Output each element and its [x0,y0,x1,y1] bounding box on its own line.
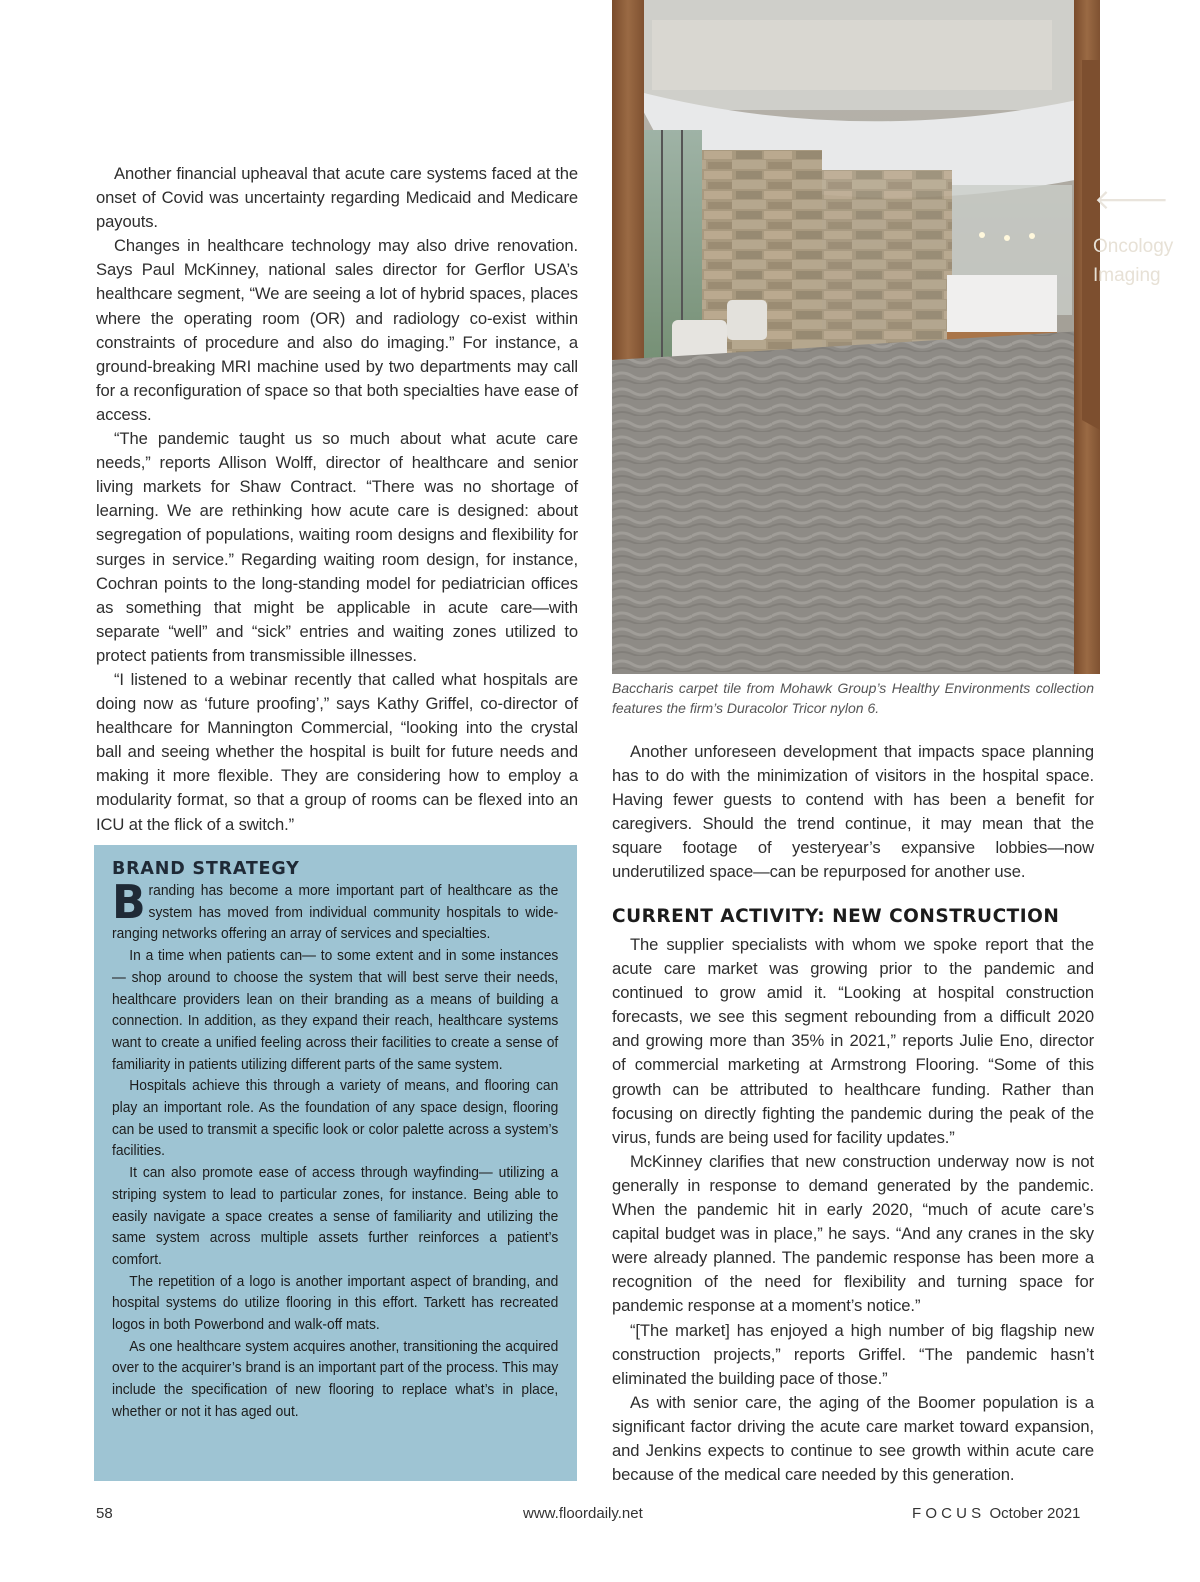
page-number: 58 [96,1505,113,1522]
photo-caption: Baccharis carpet tile from Mohawk Group’s Healthy Environments collection features the firm’s Duracolor Tricor nylon 6. [612,680,1094,716]
left-arrow-icon: 🡐 [1094,183,1170,216]
sidebar-paragraph: Hospitals achieve this through a variety of means, and flooring can play an important role. As the foundation of any space design, flooring can be used to transmit a specific look or color palette across a system’s facilities. [112,1078,559,1160]
drop-cap: B [112,875,146,929]
sign-label-imaging: Imaging [1093,265,1161,286]
body-paragraph: “I listened to a webinar recently that called what hospitals are doing now as ‘future proofing’,” says Kathy Griffel, co-director of healthcare for Mannington Commercial, “looking into the crystal ball and seeing whether the hospital is built for future needs and making it more flexible. They are considering how to employ a modularity format, so that a group of rooms can be flexed into an ICU at the flick of a switch.” [96,669,578,834]
brand-strategy-sidebar [94,845,577,1481]
body-paragraph: “The pandemic taught us so much about what acute care needs,” reports Allison Wolff, director of healthcare and senior living markets for Shaw Contract. “There was no shortage of learning. We are rethinking how acute care is designed: about segregation of populations, waiting room designs and flexibility for surges in service.” Regarding waiting room design, for instance, Cochran points to the long-standing model for pediatrician offices as something that might be applicable in acute care—with separate “well” and “sick” entries and waiting zones utilized to protect patients from transmissible illnesses. [96,429,578,665]
sidebar-paragraph: It can also promote ease of access through wayfinding— utilizing a striping system to lead to particular zones, for instance. Being able to easily navigate a space creates a sense of familiarity and utilizing the same system across multiple assets further reinforces a patient’s comfort. [112,1165,559,1268]
body-paragraph: Another unforeseen development that impacts space planning has to do with the minimization of visitors in the hospital space. Having fewer guests to contend with has been a benefit for caregivers. Should the trend continue, it may mean that the square footage of yesteryear’s expansive lobbies—now underutilized space—can be repurposed for another use. [612,742,1094,882]
body-paragraph: The supplier specialists with whom we spoke report that the acute care market was growing prior to the pandemic and continued to grow amid it. “Looking at hospital construction forecasts, we see this segment rebounding from a difficult 2020 and growing more than 35% in 2021,” reports Julie Eno, director of commercial marketing at Armstrong Flooring. “Some of this growth can be attributed to healthcare funding. Rather than focusing on directly fighting the pandemic during the peak of the virus, funds are being used for facility updates.” [612,935,1094,1147]
footer-website: www.floordaily.net [523,1505,643,1522]
sidebar-first-text: randing has become a more important part of healthcare as the system has moved from individual community hospitals to wide-ranging networks offering an array of services and specialties. [112,883,559,943]
wayfinding-sign [1088,183,1178,216]
body-paragraph: McKinney clarifies that new construction underway now is not generally in response to demand generated by the pandemic. When the pandemic hit in early 2020, “much of acute care’s capital budget was in place,” he says. “And any cranes in the sky were already planned. The pandemic response has been more a recognition of the need for flexibility and turning space for pandemic response at a moment’s notice.” [612,1151,1094,1316]
right-column-intro [612,740,1094,885]
sidebar-paragraph: In a time when patients can— to some extent and in some instances— shop around to choose the system that will best serve their needs, healthcare providers lean on their branding as a means of building a connection. In addition, as they expand their reach, healthcare systems want to create a unified feeling across their facilities to create a sense of familiarity in patients utilizing different parts of the same system. [112,948,559,1073]
sidebar-paragraph [112,875,559,946]
sidebar-paragraph: As one healthcare system acquires another, transitioning the acquired over to the acquirer’s brand is an important part of the process. This may include the specification of new flooring to replace what’s in place, whether or not it has aged out. [112,1338,559,1420]
body-paragraph: Another financial upheaval that acute care systems faced at the onset of Covid was uncertainty regarding Medicaid and Medicare payouts. [96,164,578,232]
right-column-section [612,906,1094,1487]
sidebar-paragraph: The repetition of a logo is another important aspect of branding, and hospital systems do utilize flooring in this effort. Tarkett has recreated logos in both Powerbond and walk-off mats. [112,1273,559,1334]
sidebar-title: BRAND STRATEGY [112,859,300,879]
body-paragraph: Changes in healthcare technology may also drive renovation. Says Paul McKinney, national sales director for Gerflor USA’s healthcare segment, “We are seeing a lot of hybrid spaces, places where the operating room (OR) and radiology co-exist within constraints of procedure and also do imaging.” For instance, a ground-breaking MRI machine used by two departments may call for a reconfiguration of space so that both specialties have ease of access. [96,236,578,424]
left-column [96,162,578,837]
footer-issue: F O C U S October 2021 [912,1505,1081,1522]
hospital-lobby-photo [612,0,1174,674]
sign-label-oncology: Oncology [1093,236,1174,257]
body-paragraph: “[The market] has enjoyed a high number of big flagship new construction projects,” reports Griffel. “The pandemic hasn’t eliminated the building pace of those.” [612,1320,1094,1388]
body-paragraph: As with senior care, the aging of the Boomer population is a significant factor driving the acute care market toward expansion, and Jenkins expects to continue to see growth within acute care because of the medical care needed by this generation. [612,1392,1094,1485]
lobby-illustration [612,0,1100,674]
section-heading: CURRENT ACTIVITY: NEW CONSTRUCTION [612,906,1060,927]
